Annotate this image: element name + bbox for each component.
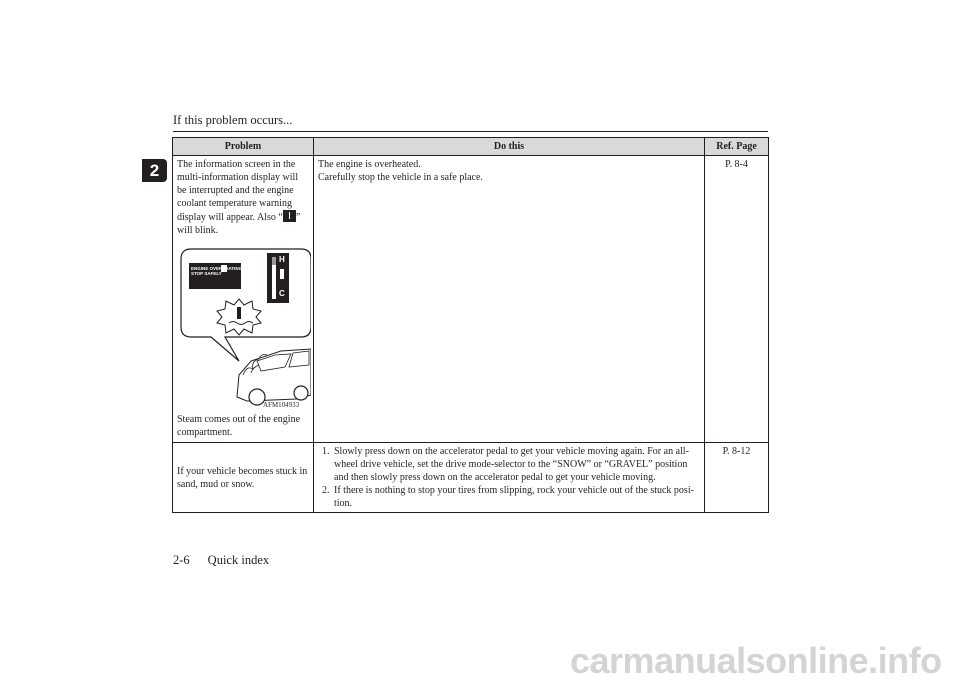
page-footer: [173, 553, 269, 568]
column-header-ref-page: Ref. Page: [705, 138, 769, 156]
chapter-tab[interactable]: 2: [142, 159, 167, 182]
quick-index-table: [172, 137, 769, 513]
overheating-illustration: [177, 243, 309, 413]
problem-cell: If your vehicle becomes stuck in sand, mud or snow.: [173, 443, 314, 513]
do-this-steps: [318, 445, 700, 510]
table-row: [173, 443, 769, 513]
watermark: carmanualsonline.info: [570, 640, 942, 681]
list-item: 2. If there is nothing to stop your tires from slipping, rock your vehicle out of the stuck posi-tion.: [332, 484, 700, 510]
problem-footer-text: Steam comes out of the engine compartment.: [177, 414, 301, 438]
gauge-cold-label: C: [279, 289, 285, 298]
table-header-row: [173, 138, 769, 156]
problem-text-after-icon: ” will blink.: [177, 212, 301, 236]
header-rule: [173, 131, 768, 132]
coolant-temperature-warning-icon: [283, 210, 296, 222]
mid-display-line2: STOP SAFELY: [191, 271, 222, 276]
column-header-do-this: Do this: [314, 138, 705, 156]
footer-section: Quick index: [207, 553, 270, 567]
do-this-cell: [314, 156, 705, 443]
figure-code: AFM104933: [263, 401, 300, 409]
do-this-line: Carefully stop the vehicle in a safe place.: [318, 172, 483, 183]
problem-text: The information screen in the multi-information display will be interrupted and the engine coolant temperature warning display will appear. Also “: [177, 159, 299, 223]
gauge-hot-label: H: [279, 255, 285, 264]
do-this-cell: [314, 443, 705, 513]
ref-page-cell[interactable]: P. 8-4: [705, 156, 769, 443]
column-header-problem: Problem: [173, 138, 314, 156]
do-this-line: The engine is overheated.: [318, 159, 421, 170]
problem-description: [177, 158, 309, 237]
mid-display-line1: ENGINE OVERHEATING: [191, 266, 243, 271]
ref-page-cell[interactable]: P. 8-12: [705, 443, 769, 513]
problem-cell: [173, 156, 314, 443]
page-number: 2-6: [173, 553, 190, 567]
list-item: 1. Slowly press down on the accelerator pedal to get your vehicle moving again. For an all-wheel drive vehicle, set the drive mode-selector to the “SNOW” or “GRAVEL” position and then slowly press down on the accelerator pedal to get your vehicle moving.: [332, 445, 700, 484]
table-row: [173, 156, 769, 443]
mid-display-text: [191, 266, 242, 276]
page-header-title: If this problem occurs...: [173, 113, 293, 127]
